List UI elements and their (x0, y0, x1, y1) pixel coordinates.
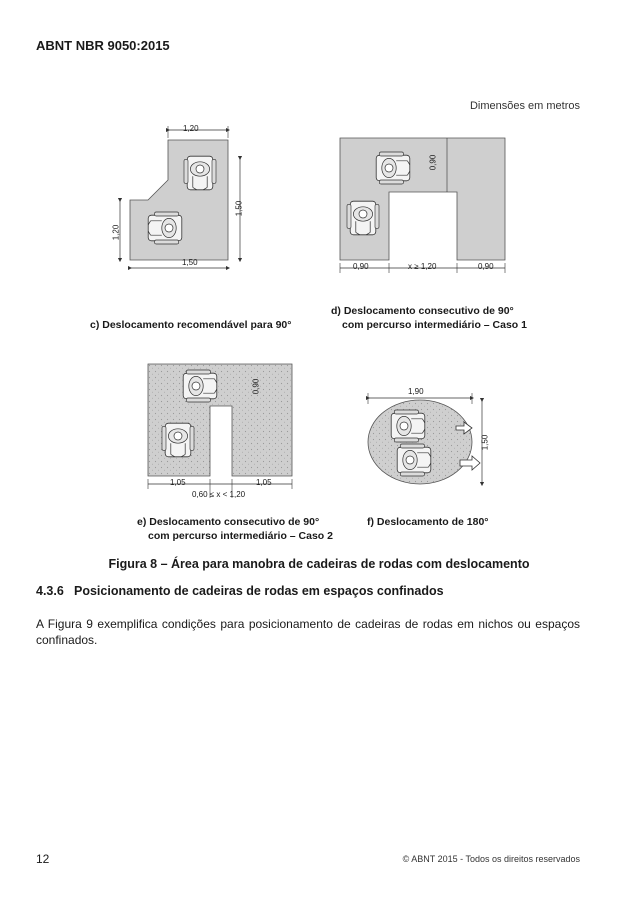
figure-f-dim-top: 1,90 (408, 387, 424, 396)
figure-d-dim-left: 0,90 (353, 262, 369, 271)
figure-c-dim-top: 1,20 (183, 124, 199, 133)
figure-e-caption-line1: e) Deslocamento consecutivo de 90° (137, 516, 320, 528)
figure-e-dim-right: 1,05 (256, 478, 272, 487)
figure-c-dim-left: 1,20 (111, 224, 121, 241)
section-number: 4.3.6 (36, 584, 64, 598)
figure-c-caption: c) Deslocamento recomendável para 90° (90, 319, 292, 331)
figure-d-dim-middle: x ≥ 1,20 (408, 262, 437, 271)
document-header: ABNT NBR 9050:2015 (36, 38, 170, 53)
body-paragraph: A Figura 9 exemplifica condições para posicionamento de cadeiras de rodas em nichos ou espaços confinados. (36, 617, 580, 647)
figure-e-dim-middle: 0,60 ≤ x < 1,20 (192, 490, 246, 499)
wheelchair-icon (148, 212, 182, 244)
figure-e-diagram (142, 358, 302, 503)
section-heading (36, 584, 444, 598)
wheelchair-icon (183, 370, 217, 402)
section-title: Posicionamento de cadeiras de rodas em espaços confinados (74, 584, 444, 598)
figure-f-dim-right: 1,50 (480, 434, 490, 451)
figure-f-caption: f) Deslocamento de 180° (367, 516, 489, 528)
figure-e-dim-vertical: 0,90 (251, 378, 261, 395)
figure-title: Figura 8 – Área para manobra de cadeiras de rodas com deslocamento (108, 557, 530, 571)
figure-e-caption-line2: com percurso intermediário – Caso 2 (148, 530, 333, 542)
figure-c-dim-bottom: 1,50 (182, 258, 198, 267)
wheelchair-icon (376, 152, 410, 184)
wheelchair-icon (162, 423, 194, 457)
figure-d-caption-line2: com percurso intermediário – Caso 1 (342, 319, 527, 331)
figure-d-dim-right: 0,90 (478, 262, 494, 271)
wheelchair-icon (397, 444, 431, 476)
figure-d-caption-line1: d) Deslocamento consecutivo de 90° (331, 305, 514, 317)
page-number: 12 (36, 852, 50, 866)
wheelchair-icon (184, 156, 216, 190)
copyright-notice: © ABNT 2015 - Todos os direitos reservados (402, 854, 580, 864)
figure-d-diagram (335, 130, 525, 280)
wheelchair-icon (347, 201, 379, 235)
figure-e-dim-left: 1,05 (170, 478, 186, 487)
figure-f-diagram (360, 384, 500, 494)
units-note: Dimensões em metros (469, 100, 580, 112)
wheelchair-icon (391, 410, 425, 442)
figure-c-diagram (110, 118, 260, 276)
figure-d-dim-vertical: 0,90 (428, 154, 438, 171)
figure-c-dim-right: 1,50 (234, 200, 244, 217)
